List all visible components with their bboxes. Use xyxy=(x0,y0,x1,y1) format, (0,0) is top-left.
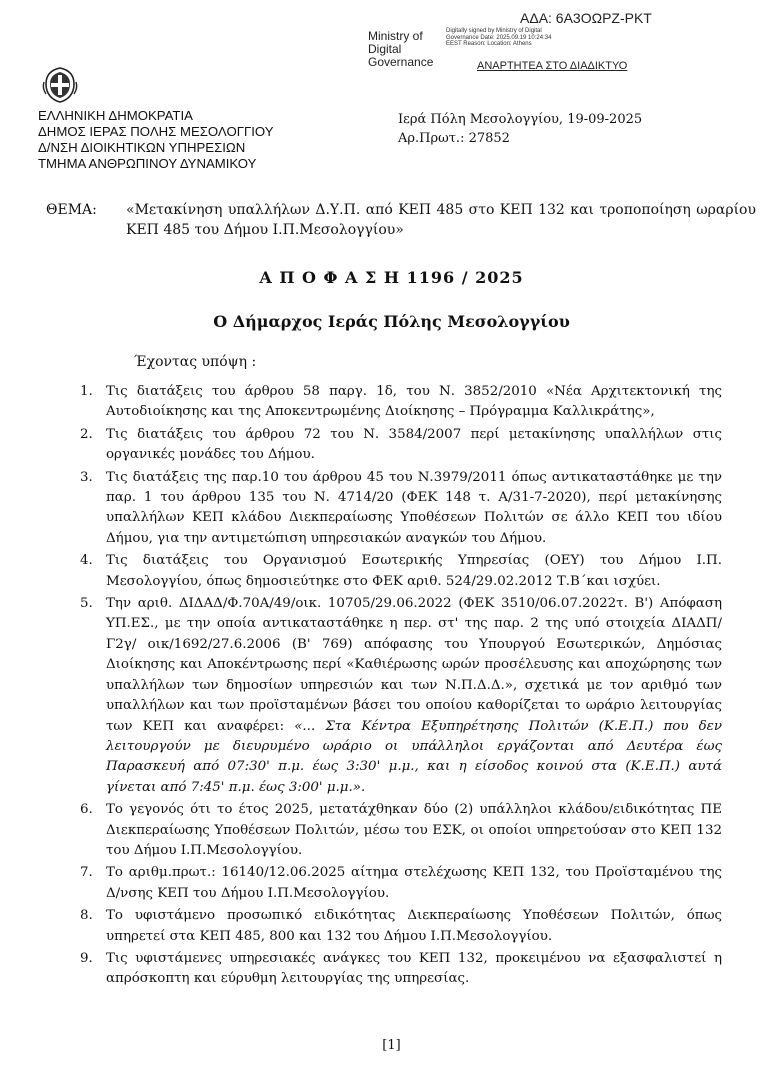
list-item xyxy=(72,906,722,947)
item-number: 5. xyxy=(80,596,93,612)
place-date-block xyxy=(398,110,642,148)
greek-emblem-icon xyxy=(40,64,80,104)
item-text: Το αριθμ.πρωτ.: 16140/12.06.2025 αίτημα στελέχωσης ΚΕΠ 132, του Προϊσταμένου της Δ/νσης ΚΕΠ του Δήμου Ι.Π.Μεσολογγίου. xyxy=(106,865,722,901)
item-text: Τις διατάξεις της παρ.10 του άρθρου 45 του Ν.3979/2011 όπως αντικαταστάθηκε με την παρ. 1 του άρθρου 135 του Ν. 4714/20 (ΦΕΚ 148 τ. Α/31-7-2020), περί μετακίνησης υπαλλήλων ΚΕΠ κλάδου Διεκπεραίωσης Υποθέσεων Πολιτών σε άλλο ΚΕΠ του ιδίου Δήμου, για την αντιμετώπιση υπηρεσιακών αναγκών του Δήμου. xyxy=(106,469,722,546)
list-item xyxy=(72,594,722,798)
authority-line: ΤΜΗΜΑ ΑΝΘΡΩΠΙΝΟΥ ΔΥΝΑΜΙΚΟΥ xyxy=(38,156,257,171)
signature-ministry: Ministry of Digital Governance xyxy=(368,29,434,69)
place-date: Ιερά Πόλη Μεσολογγίου, 19-09-2025 xyxy=(398,112,643,127)
page-number: [1] xyxy=(382,1038,401,1053)
subject-text: «Μετακίνηση υπαλλήλων Δ.Υ.Π. από ΚΕΠ 485 στο ΚΕΠ 132 και τροποποίηση ωραρίου ΚΕΠ 485 του Δήμου Ι.Π.Μεσολογγίου» xyxy=(126,202,756,238)
decision-title: Α Π Ο Φ Α Σ Η 1196 / 2025 xyxy=(259,268,524,287)
item-number: 6. xyxy=(80,802,93,818)
item-number: 2. xyxy=(80,426,93,442)
item-text: Τις υφιστάμενες υπηρεσιακές ανάγκες του ΚΕΠ 132, προκειμένου να εξασφαλιστεί η απρόσκοπτη και εύρυθμη λειτουργίας της υπηρεσίας. xyxy=(106,950,722,987)
item-number: 3. xyxy=(80,469,93,485)
item-text: Το γεγονός ότι το έτος 2025, μετατάχθηκαν δύο (2) υπάλληλοι κλάδου/ειδικότητας ΠΕ Διεκπεραίωσης Υποθέσεων Πολιτών, μέσω του ΕΣΚ, οι οποίοι υπηρετούσαν στο ΚΕΠ 132 του Δήμου Ι.Π.Μεσολογγίου. xyxy=(106,802,722,858)
item-quote: «... Στα Κέντρα Εξυπηρέτησης Πολιτών (Κ.Ε.Π.) που δεν λειτουργούν με διευρυμένο ωράριο οι υπάλληλοι εργάζονται από Δευτέρα έως Παρασκευή από 07:30' π.μ. έως 3:30' μ.μ., και η είσοδος κοινού στα (Κ.Ε.Π.) αυτά γίνεται από 7:45' π.μ. έως 3:00' μ.μ.». xyxy=(106,718,722,795)
item-text: Την αριθ. ΔΙΔΑΔ/Φ.70Α/49/οικ. 10705/29.06.2022 (ΦΕΚ 3510/06.07.2022τ. Β') Απόφαση ΥΠ.ΕΣ., με την οποία αντικαταστάθηκε η περ. στ' της παρ. 2 της υπό στοιχεία ΔΙΑΔΠ/Γ2γ/ οικ/1692/27.6.2006 (Β' 769) απόφασης του Υπουργού Εσωτερικών, Δημόσιας Διοίκησης και Αποκέντρωσης περί «Καθιέρωσης ωρών προσέλευσης και αποχώρησης των υπαλλήλων των δημοσίων υπηρεσιών και των Ν.Π.Δ.Δ.», σχετικά με τον αριθμό των υπαλλήλων και των προϊσταμένων βάσει του οποίου καθορίζεται το ωράριο λειτουργίας των ΚΕΠ και αναφέρει: xyxy=(106,596,722,734)
protocol-number: Αρ.Πρωτ.: 27852 xyxy=(398,131,510,146)
mayor-title: Ο Δήμαρχος Ιεράς Πόλης Μεσολογγίου xyxy=(213,312,570,331)
list-item xyxy=(72,800,722,861)
list-item xyxy=(72,551,722,592)
considering-heading: Έχοντας υπόψη : xyxy=(134,354,257,370)
online-posting-label: ΑΝΑΡΤΗΤΕΑ ΣΤΟ ΔΙΑΔΙΚΤΥΟ xyxy=(477,60,628,72)
item-number: 9. xyxy=(80,950,93,966)
item-text: Τις διατάξεις του Οργανισμού Εσωτερικής Υπηρεσίας (ΟΕΥ) του Δήμου Ι.Π. Μεσολογγίου, όπως δημοσιεύτηκε στο ΦΕΚ αριθ. 524/29.02.2012 Τ.Β΄και ισχύει. xyxy=(106,553,722,589)
list-item xyxy=(72,382,722,423)
item-text: Το υφιστάμενο προσωπικό ειδικότητας Διεκπεραίωσης Υποθέσεων Πολιτών, όπως υπηρετεί στα ΚΕΠ 485, 800 και 132 του Δήμου Ι.Π.Μεσολογγίου. xyxy=(106,908,722,944)
list-item xyxy=(72,425,722,466)
signature-details: Digitally signed by Ministry of Digital Governance Date: 2025.09.19 10:24:34 EEST Reason: Location: Athens xyxy=(446,28,552,48)
item-number: 1. xyxy=(80,384,93,399)
subject-label: ΘΕΜΑ: xyxy=(46,202,97,218)
authority-line: ΕΛΛΗΝΙΚΗ ΔΗΜΟΚΡΑΤΙΑ xyxy=(38,108,193,123)
considerations-list xyxy=(72,382,722,992)
list-item xyxy=(72,949,722,990)
item-text: Τις διατάξεις του άρθρου 72 του Ν. 3584/2007 περί μετακίνησης υπαλλήλων στις οργανικές μονάδες του Δήμου. xyxy=(106,426,722,463)
list-item xyxy=(72,468,722,550)
authority-line: ΔΗΜΟΣ ΙΕΡΑΣ ΠΟΛΗΣ ΜΕΣΟΛΟΓΓΙΟΥ xyxy=(38,124,274,139)
ada-code: ΑΔΑ: 6Α3ΟΩΡΖ-ΡΚΤ xyxy=(520,10,652,26)
item-number: 7. xyxy=(80,865,93,881)
authority-line: Δ/ΝΣΗ ΔΙΟΙΚΗΤΙΚΩΝ ΥΠΗΡΕΣΙΩΝ xyxy=(38,140,246,155)
issuing-authority xyxy=(38,108,274,172)
item-number: 4. xyxy=(80,553,93,569)
list-item xyxy=(72,863,722,904)
item-number: 8. xyxy=(80,908,93,924)
item-text: Τις διατάξεις του άρθρου 58 παργ. 1δ, του Ν. 3852/2010 «Νέα Αρχιτεκτονική της Αυτοδιοίκησης και της Αποκεντρωμένης Διοίκησης – Πρόγραμμα Καλλικράτης», xyxy=(106,384,722,420)
